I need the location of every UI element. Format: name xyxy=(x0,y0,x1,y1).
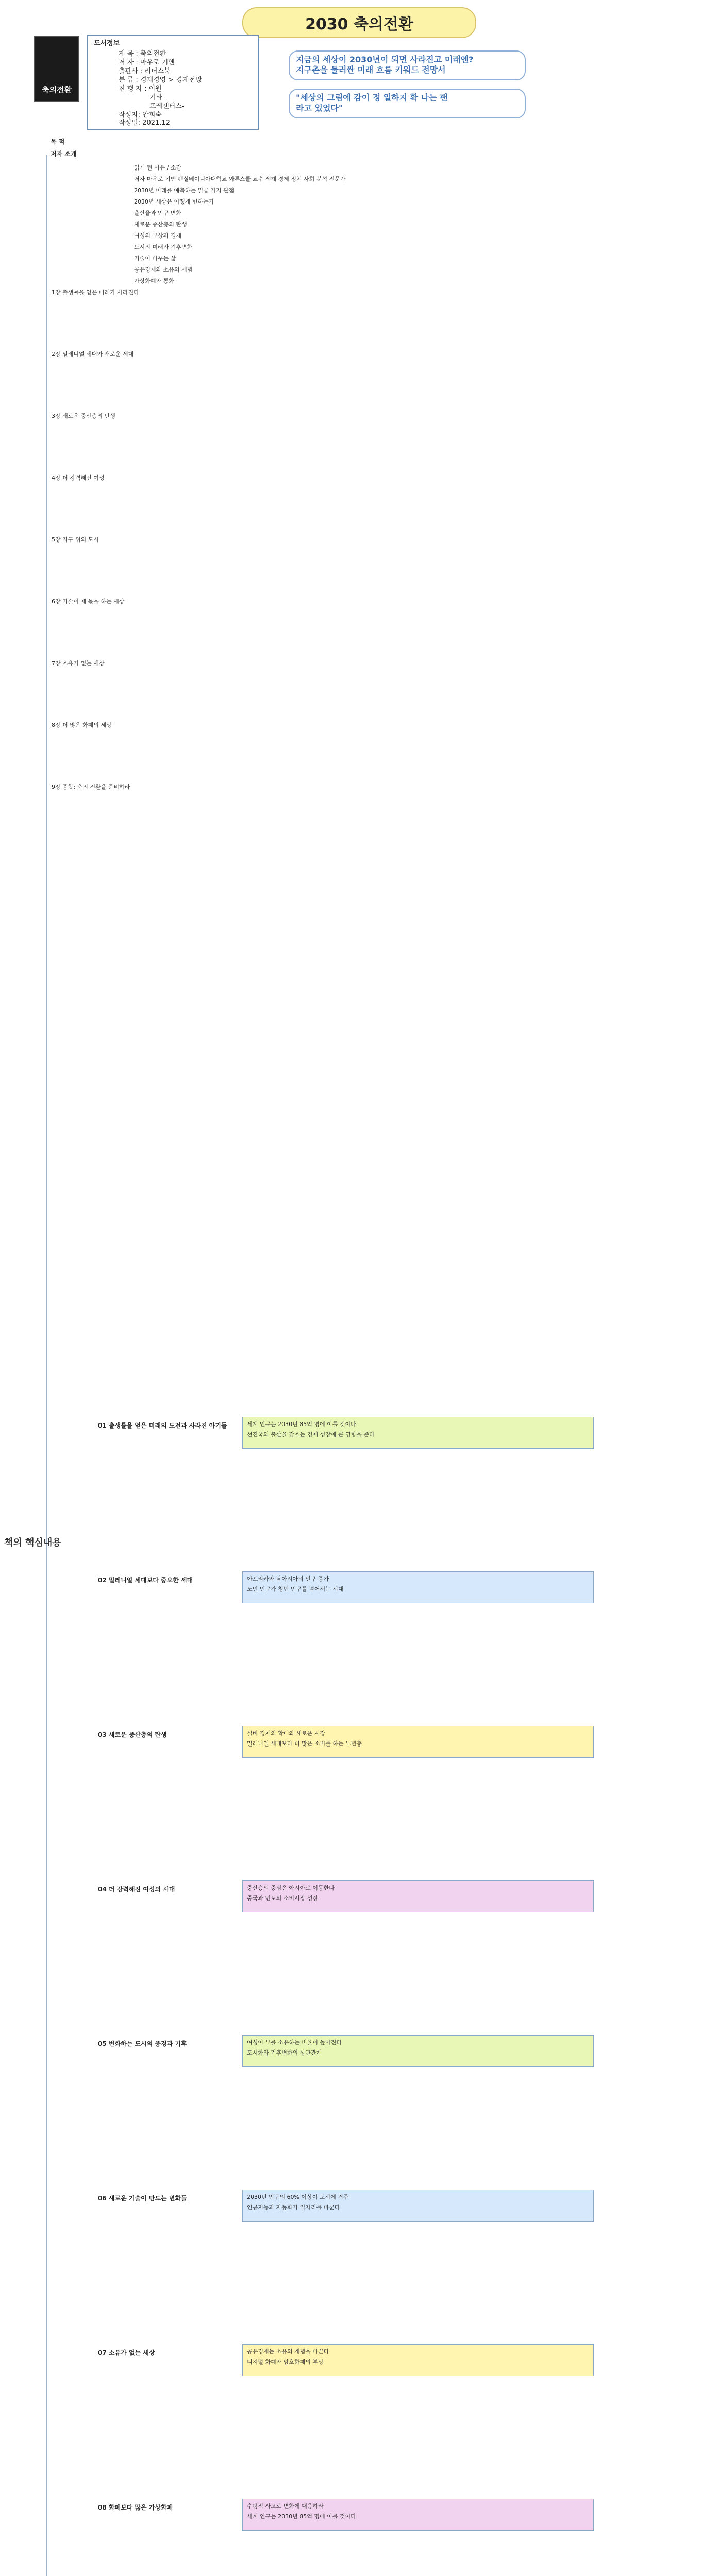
outline-item: 여성의 부상과 경제 xyxy=(134,232,182,239)
outline-item: 2030년 미래를 예측하는 일곱 가지 관점 xyxy=(134,187,235,194)
chapter-note: 중산층의 중심은 아시아로 이동한다 xyxy=(247,1885,335,1891)
outline-item: 2030년 세상은 어떻게 변하는가 xyxy=(134,198,214,205)
page-title: 2030 축의전환 xyxy=(242,7,476,38)
chapter-note: 중국과 인도의 소비시장 성장 xyxy=(247,1895,319,1902)
quote-bubble: "세상의 그림에 감이 정 일하지 확 나는 팬 라고 있었다" xyxy=(289,89,526,118)
core-root-label: 책의 핵심내용 xyxy=(4,1537,61,1548)
chapter-title: 화폐보다 많은 가상화폐 xyxy=(108,2504,173,2511)
chapter-title: 밀레니얼 세대보다 중요한 세대 xyxy=(108,1577,193,1584)
quote-bubble: 지금의 세상이 2030년이 되면 사라진고 미래엔? 지구촌을 둘러싼 미래 흐름 키워드 전망서 xyxy=(289,50,526,80)
outline-item: 가상화폐와 통화 xyxy=(134,278,174,284)
chapter-note: 인공지능과 자동화가 일자리를 바꾼다 xyxy=(247,2204,340,2211)
chapter-note: 여성이 부를 소유하는 비율이 높아진다 xyxy=(247,2039,342,2046)
info-row: 분 류 : 경제경영 > 경제전망 xyxy=(119,76,202,84)
info-row: 기타 xyxy=(149,94,163,101)
book-info-box xyxy=(87,35,259,130)
chapter-note: 디지털 화폐와 암호화폐의 부상 xyxy=(247,2359,324,2365)
chapter-label xyxy=(98,1886,175,1893)
outline-item: 저자 마우로 기옌 펜실베이니아대학교 와튼스쿨 교수 세계 경제 정치 사회 분석 전문가 xyxy=(134,176,346,182)
chapter-title: 새로운 기술이 만드는 변화들 xyxy=(108,2195,187,2202)
chapter-title: 변화하는 도시의 풍경과 기후 xyxy=(108,2040,187,2047)
chapter-note: 아프리카와 남아시아의 인구 증가 xyxy=(247,1575,329,1582)
chapter-label xyxy=(98,1422,227,1430)
chapter-label xyxy=(98,2349,155,2357)
section-author: 저자 소개 xyxy=(51,150,77,158)
chapter-number: 07 xyxy=(98,2349,107,2357)
chapter-notes-box xyxy=(242,2035,594,2067)
chapter-note: 밀레니얼 세대보다 더 많은 소비를 하는 노년층 xyxy=(247,1740,362,1747)
chapter-note: 공유경제는 소유의 개념을 바꾼다 xyxy=(247,2348,329,2355)
book-info-header: 도서정보 xyxy=(94,40,120,47)
chapter-number: 05 xyxy=(98,2040,107,2047)
outline-item: 5장 지구 위의 도시 xyxy=(52,536,99,543)
book-cover-label: 축의전환 xyxy=(42,85,72,94)
chapter-title: 출생률을 얻은 미래의 도전과 사라진 아기들 xyxy=(108,1422,227,1429)
outline-item: 공유경제와 소유의 개념 xyxy=(134,266,193,273)
chapter-number: 02 xyxy=(98,1577,107,1584)
chapter-label xyxy=(98,1731,167,1739)
outline-item: 도시의 미래와 기후변화 xyxy=(134,244,193,250)
info-row: 작성자: 안희숙 xyxy=(119,111,162,119)
outline-item: 4장 더 강력해진 여성 xyxy=(52,474,105,481)
outline-item: 읽게 된 이유 / 소감 xyxy=(134,164,182,171)
section-purpose: 목 적 xyxy=(51,138,65,145)
chapter-number: 01 xyxy=(98,1422,107,1429)
chapter-note: 세계 인구는 2030년 85억 명에 이를 것이다 xyxy=(247,1421,356,1428)
outline-item: 기술이 바꾸는 삶 xyxy=(134,255,176,262)
outline-item: 9장 종합: 축의 전환을 준비하라 xyxy=(52,784,130,790)
chapter-notes-box xyxy=(242,1417,594,1449)
chapter-number: 08 xyxy=(98,2504,107,2511)
info-row: 진 행 자 : 이원 xyxy=(119,85,162,93)
chapter-label xyxy=(98,1577,193,1584)
chapter-note: 노인 인구가 청년 인구를 넘어서는 시대 xyxy=(247,1586,344,1592)
chapter-notes-box xyxy=(242,2190,594,2222)
book-cover xyxy=(34,36,79,102)
chapter-note: 수평적 사고로 변화에 대응하라 xyxy=(247,2503,324,2510)
outline-item: 출산율과 인구 변화 xyxy=(134,210,182,216)
chapter-number: 04 xyxy=(98,1886,107,1893)
outline-item: 6장 기술이 제 몫을 하는 세상 xyxy=(52,598,125,605)
info-row: 출판사 : 리더스북 xyxy=(119,67,171,75)
info-row: 작성일: 2021.12 xyxy=(119,119,170,127)
chapter-notes-box xyxy=(242,1726,594,1758)
chapter-number: 03 xyxy=(98,1731,107,1738)
chapter-note: 선진국의 출산율 감소는 경제 성장에 큰 영향을 준다 xyxy=(247,1431,375,1438)
outline-item: 1장 출생률을 얻은 미래가 사라진다 xyxy=(52,289,139,296)
chapter-notes-box xyxy=(242,1571,594,1603)
outline-item: 8장 더 많은 화폐의 세상 xyxy=(52,722,112,728)
info-row: 프레젠터스- xyxy=(149,103,185,110)
chapter-label xyxy=(98,2195,187,2202)
chapter-title: 새로운 중산층의 탄생 xyxy=(108,1731,167,1738)
chapter-notes-box xyxy=(242,2499,594,2531)
outline-item: 2장 밀레니얼 세대와 새로운 세대 xyxy=(52,351,134,358)
tree-spine xyxy=(46,155,47,2576)
chapter-note: 실버 경제의 확대와 새로운 시장 xyxy=(247,1730,326,1737)
chapter-note: 도시화와 기후변화의 상관관계 xyxy=(247,2049,322,2056)
chapter-number: 06 xyxy=(98,2195,107,2202)
chapter-title: 소유가 없는 세상 xyxy=(108,2349,155,2357)
chapter-notes-box xyxy=(242,1880,594,1912)
chapter-note: 세계 인구는 2030년 85억 명에 이를 것이다 xyxy=(247,2513,356,2520)
outline-item: 3장 새로운 중산층의 탄생 xyxy=(52,413,115,419)
chapter-title: 더 강력해진 여성의 시대 xyxy=(108,1886,175,1893)
info-row: 저 자 : 마우로 기옌 xyxy=(119,59,175,66)
info-row: 제 목 : 축의전환 xyxy=(119,50,166,58)
outline-item: 7장 소유가 없는 세상 xyxy=(52,660,105,667)
chapter-note: 2030년 인구의 60% 이상이 도시에 거주 xyxy=(247,2194,349,2200)
outline-item: 새로운 중산층의 탄생 xyxy=(134,221,187,228)
chapter-label xyxy=(98,2504,173,2512)
chapter-label xyxy=(98,2040,187,2048)
chapter-notes-box xyxy=(242,2344,594,2376)
